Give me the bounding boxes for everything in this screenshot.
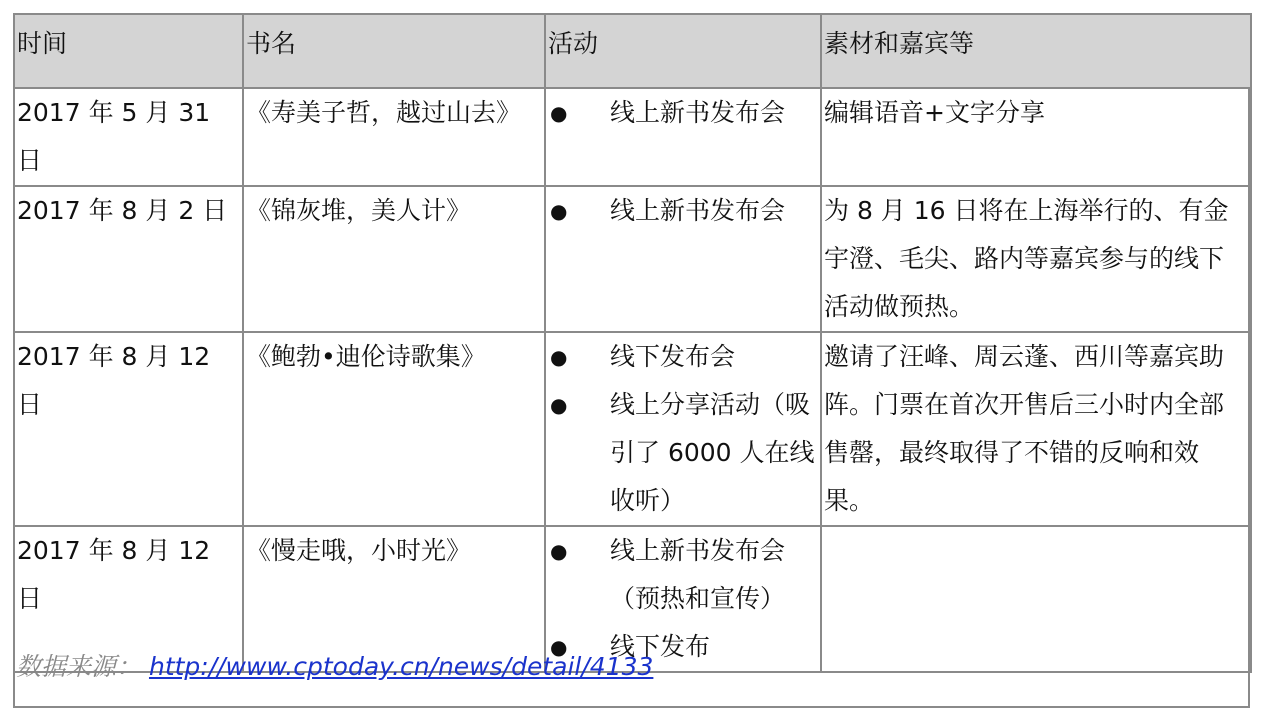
- cell-activities: [545, 88, 821, 186]
- cell-book: 《鲍勃•迪伦诗歌集》: [243, 332, 545, 526]
- cell-notes: [821, 526, 1251, 672]
- activity-item: ● 线上新书发布会: [548, 89, 818, 137]
- activity-note: （吸引了 6000 人在线收听）: [610, 390, 815, 515]
- table-row: [14, 186, 1251, 332]
- data-source: [16, 643, 653, 691]
- cell-notes: 为 8 月 16 日将在上海举行的、有金宇澄、毛尖、路内等嘉宾参与的线下活动做预热。: [821, 186, 1251, 332]
- activity-label: 线上新书发布会: [610, 536, 786, 565]
- cell-activities: [545, 186, 821, 332]
- cell-notes: 编辑语音+文字分享: [821, 88, 1251, 186]
- divider: [13, 706, 1250, 708]
- cell-date: 2017 年 8 月 12 日: [14, 526, 243, 672]
- header-activity: 活动: [545, 14, 821, 88]
- cell-book: 《慢走哦，小时光》: [243, 526, 545, 672]
- activity-item: [548, 381, 818, 525]
- activity-item: ● 线下发布会: [548, 333, 818, 381]
- cell-book: 《寿美子哲，越过山去》: [243, 88, 545, 186]
- table-header-row: [14, 14, 1251, 88]
- activity-label: 线上分享活动: [610, 390, 761, 419]
- source-label: 数据来源：: [16, 652, 142, 681]
- header-book: 书名: [243, 14, 545, 88]
- cell-date: 2017 年 8 月 2 日: [14, 186, 243, 332]
- activity-item: ● 线下发布: [548, 623, 818, 671]
- source-link[interactable]: http://www.cptoday.cn/news/detail/4133: [148, 652, 654, 681]
- activity-note: （预热和宣传）: [610, 584, 786, 613]
- cell-date: 2017 年 5 月 31 日: [14, 88, 243, 186]
- header-notes: 素材和嘉宾等: [821, 14, 1251, 88]
- cell-notes: 邀请了汪峰、周云蓬、西川等嘉宾助阵。门票在首次开售后三小时内全部售罄，最终取得了不错的反响和效果。: [821, 332, 1251, 526]
- cell-book: 《锦灰堆，美人计》: [243, 186, 545, 332]
- cell-date: 2017 年 8 月 12 日: [14, 332, 243, 526]
- header-time: 时间: [14, 14, 243, 88]
- activity-item: [548, 527, 818, 623]
- table-row: [14, 88, 1251, 186]
- campaign-table: [13, 13, 1252, 673]
- table-row: [14, 332, 1251, 526]
- cell-activities: [545, 332, 821, 526]
- activity-item: ● 线上新书发布会: [548, 187, 818, 235]
